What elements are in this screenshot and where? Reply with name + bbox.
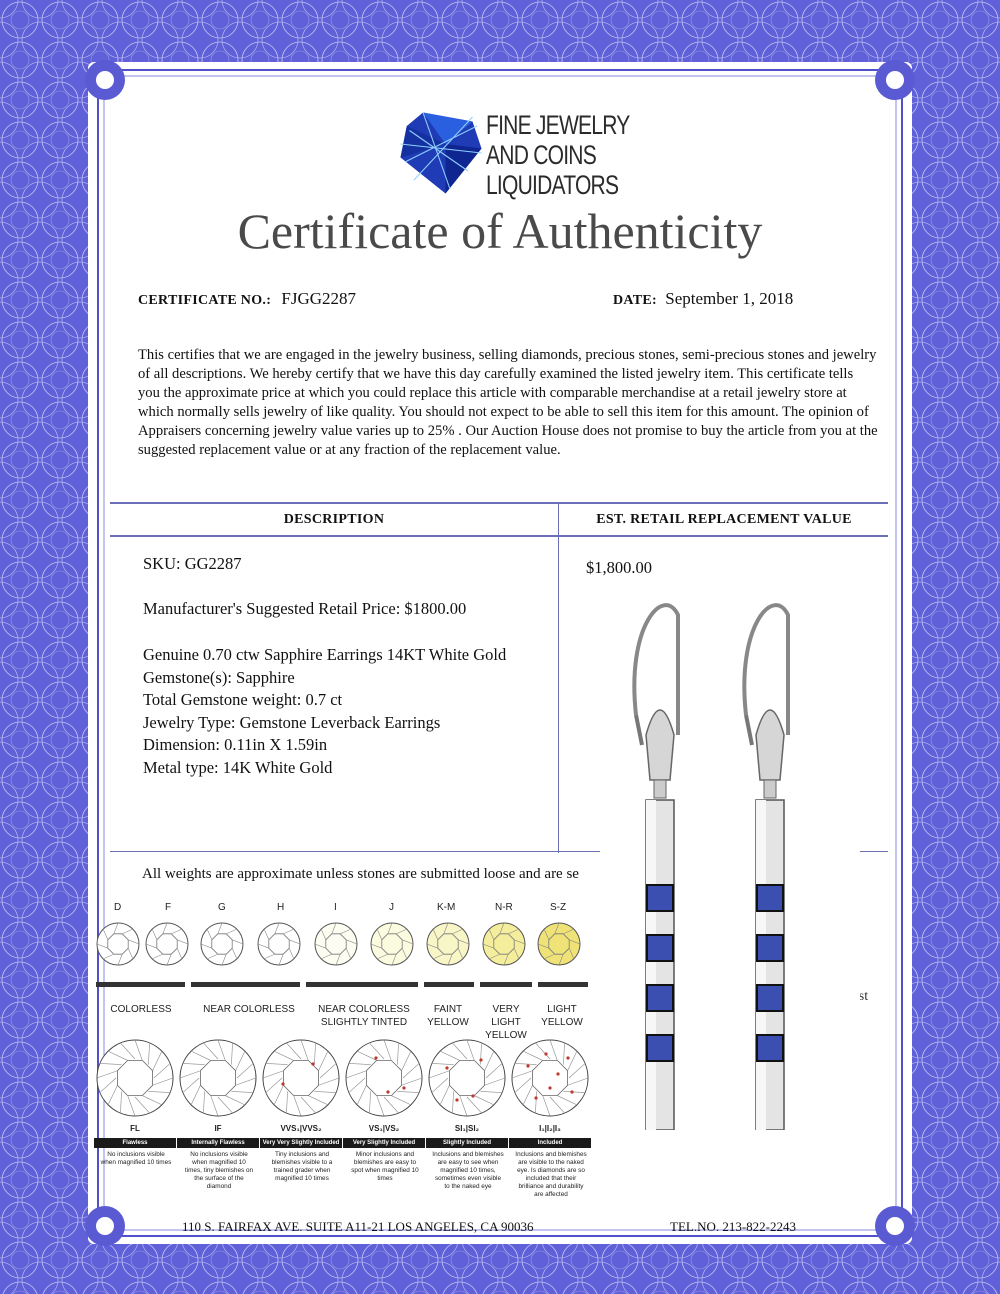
inclusion-mark (556, 1072, 559, 1075)
value-header: EST. RETAIL REPLACEMENT VALUE (596, 512, 852, 527)
sapphire-stone (647, 985, 673, 1011)
color-grade-letter: S-Z (550, 902, 567, 913)
color-group-label-line: YELLOW (485, 1030, 527, 1041)
color-scale-bar-gap (418, 981, 424, 988)
inclusion-mark (374, 1056, 377, 1059)
color-group-label (422, 1003, 474, 1029)
color-scale-bar-gap (474, 981, 480, 988)
sapphire-stone (647, 935, 673, 961)
inclusion-mark (526, 1064, 529, 1067)
clarity-description: No inclusions visible when magnified 10 times (100, 1151, 172, 1166)
inclusion-mark (566, 1056, 569, 1059)
sapphire-stone (757, 985, 783, 1011)
detail-line: Gemstone(s): Sapphire (143, 667, 295, 687)
detail-line: Jewelry Type: Gemstone Leverback Earrings (143, 712, 441, 732)
inclusion-mark (402, 1086, 405, 1089)
footer-phone: TEL.NO. 213-822-2243 (670, 1219, 797, 1234)
sku: SKU: GG2287 (143, 554, 242, 573)
detail-line: Metal type: 14K White Gold (143, 757, 333, 777)
inclusion-mark (386, 1090, 389, 1093)
inclusion-mark (570, 1090, 573, 1093)
color-gem (201, 923, 243, 965)
color-gem (258, 923, 300, 965)
clarity-grade: FL (130, 1124, 140, 1133)
clarity-description: Minor inclusions and blemishes are easy to spot when magnified 10 times (351, 1151, 419, 1182)
weights-note: All weights are approximate unless stones are submitted loose and are se (142, 866, 579, 882)
clarity-name: Internally Flawless (177, 1138, 259, 1148)
earring (744, 605, 788, 1130)
color-group-label-line: NEAR COLORLESS (203, 1004, 295, 1015)
color-group-label-line: NEAR COLORLESS (318, 1004, 410, 1015)
color-gem (538, 923, 580, 965)
color-grade-letter: H (277, 902, 285, 913)
color-grade-letter: D (114, 902, 122, 913)
msrp: Manufacturer's Suggested Retail Price: $1800.00 (143, 599, 467, 618)
inclusion-mark (479, 1058, 482, 1061)
sapphire-stone (757, 1035, 783, 1061)
signature-title-fragment: ologist (830, 989, 869, 1004)
color-grade-letter: I (334, 902, 337, 913)
color-group-label (536, 1003, 588, 1029)
inclusion-mark (471, 1094, 474, 1097)
inclusion-mark (548, 1086, 551, 1089)
color-gem (483, 923, 525, 965)
color-gem (146, 923, 188, 965)
color-group-label-line: COLORLESS (110, 1004, 172, 1015)
color-grade-letter: F (165, 902, 172, 913)
inclusion-mark (281, 1082, 284, 1085)
date-label: DATE: (613, 293, 658, 308)
sapphire-stone (757, 935, 783, 961)
clarity-diamond (512, 1040, 588, 1116)
detail-line: Genuine 0.70 ctw Sapphire Earrings 14KT White Gold (143, 645, 507, 664)
clarity-description: Inclusions and blemishes are visible to the naked eye. Is diamonds are so included that their brilliance and durability are affected (515, 1151, 587, 1198)
color-gem (315, 923, 357, 965)
color-group-label-line: LIGHT (547, 1004, 577, 1015)
color-gem (427, 923, 469, 965)
clarity-description: Inclusions and blemishes are easy to see when magnified 10 times, sometimes even visible to the naked eye (432, 1151, 504, 1190)
replacement-value: $1,800.00 (586, 558, 652, 577)
clarity-name: Included (509, 1138, 591, 1148)
clarity-name: Slightly Included (426, 1138, 508, 1148)
description-header: DESCRIPTION (283, 512, 385, 527)
clarity-diamond (97, 1040, 173, 1116)
clarity-name: Very Very Slightly Included (260, 1138, 342, 1148)
clarity-grade: VS₁|VS₂ (368, 1124, 400, 1133)
clarity-grade: IF (214, 1124, 222, 1133)
clarity-diamond (346, 1040, 422, 1116)
color-group-label-line: YELLOW (427, 1017, 469, 1028)
color-scale-bar-gap (300, 981, 306, 988)
clarity-diamond (180, 1040, 256, 1116)
certificate-no-value: FJGG2287 (281, 289, 357, 308)
inclusion-mark (534, 1096, 537, 1099)
certificate-no-label: CERTIFICATE NO.: (138, 293, 272, 308)
detail-line: Total Gemstone weight: 0.7 ct (143, 690, 343, 709)
sapphire-stone (647, 885, 673, 911)
color-group-label-line: SLIGHTLY TINTED (320, 1017, 408, 1028)
footer-address: 110 S. FAIRFAX AVE. SUITE A11-21 LOS ANGELES, CA 90036 (182, 1219, 534, 1234)
clarity-name: Flawless (94, 1138, 176, 1148)
date-value: September 1, 2018 (665, 289, 794, 308)
color-grade-letter: K-M (437, 902, 456, 913)
color-gem (97, 923, 139, 965)
color-scale-bar-gap (532, 981, 538, 988)
color-group-label (96, 1003, 186, 1016)
clarity-diamond (263, 1040, 339, 1116)
color-group-label (190, 1003, 308, 1016)
clarity-name: Very Slightly Included (343, 1138, 425, 1148)
clarity-grade: VVS₁|VVS₂ (280, 1124, 322, 1133)
sapphire-stone (647, 1035, 673, 1061)
sapphire-stone (757, 885, 783, 911)
color-scale-bar (96, 982, 588, 987)
inclusion-mark (455, 1098, 458, 1101)
clarity-description: No inclusions visible when magnified 10 times, tiny blemishes on the surface of the diamond (184, 1151, 254, 1190)
detail-line: Dimension: 0.11in X 1.59in (143, 735, 328, 754)
inclusion-mark (311, 1062, 314, 1065)
company-line: FINE JEWELRY (486, 110, 630, 140)
color-grade-letter: G (218, 902, 226, 913)
clarity-grade: SI₁|SI₂ (454, 1124, 480, 1133)
company-line: AND COINS (486, 140, 597, 170)
clarity-diamond (429, 1040, 505, 1116)
color-group-label-line: VERY LIGHT (491, 1004, 521, 1028)
color-group-label (478, 1003, 534, 1042)
certification-statement: This certifies that we are engaged in the jewelry business, selling diamonds, precious stones, semi-precious stones and jewelry of all descriptions. We hereby certify that we have this day carefully examined the listed jewelry item. This certificate tells you the approximate price at which you could replace this article with comparable merchandise at a retail jewelry store at which normally sells jewelry of like quality. You should not expect to be able to sell this item for this amount. The opinion of Appraisers concerning jewelry value varies up to 25% . Our Auction House does not promise to buy the article from you at the suggested replacement value or at any fraction of the replacement value. (138, 347, 878, 458)
color-scale-bar-gap (185, 981, 191, 988)
company-line: LIQUIDATORS (486, 170, 619, 200)
certificate-title: Certificate of Authenticity (237, 203, 763, 259)
color-gem (371, 923, 413, 965)
color-group-label-line: FAINT (433, 1004, 463, 1015)
color-group-label (306, 1003, 422, 1029)
color-group-label-line: YELLOW (541, 1017, 583, 1028)
inclusion-mark (544, 1052, 547, 1055)
color-grade-letter: J (389, 902, 394, 913)
clarity-description: Tiny inclusions and blemishes visible to a trained grader when magnified 10 times (271, 1151, 333, 1182)
inclusion-mark (445, 1066, 448, 1069)
earrings-image (600, 585, 860, 1130)
color-grade-letter: N-R (495, 902, 513, 913)
earring (634, 605, 678, 1130)
clarity-grade: I₁|I₂|I₃ (539, 1124, 561, 1133)
